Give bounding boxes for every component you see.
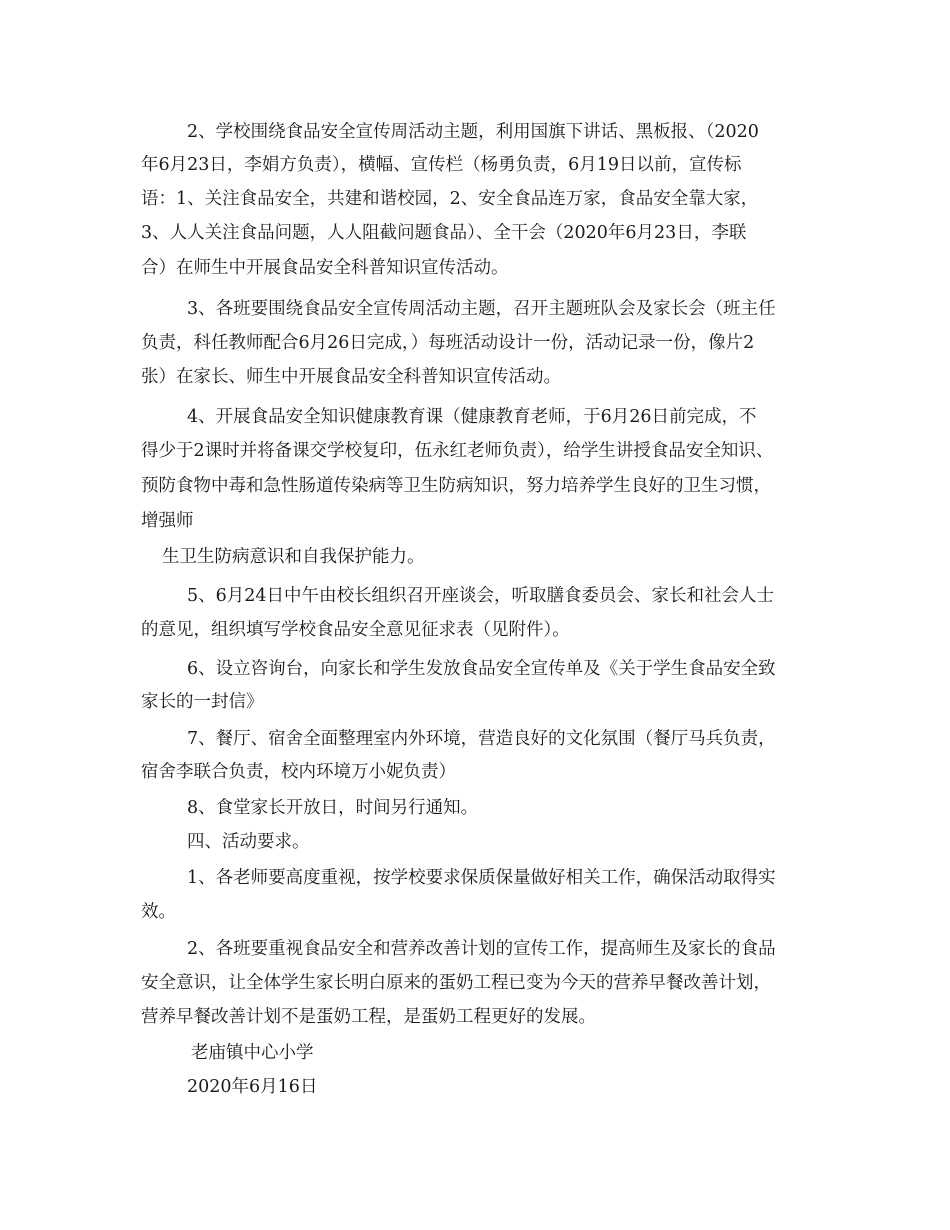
paragraph-line: 3、各班要围绕食品安全宣传周活动主题，召开主题班队会及家长会（班主任 — [187, 299, 776, 319]
paragraph-line: 2、学校围绕食品安全宣传周活动主题，利用国旗下讲话、黑板报、（2020 — [187, 122, 759, 142]
paragraph-line: 张）在家长、师生中开展食品安全科普知识宣传活动。 — [141, 367, 561, 387]
paragraph-line: 合）在师生中开展食品安全科普知识宣传活动。 — [141, 258, 509, 278]
paragraph-line: 营养早餐改善计划不是蛋奶工程，是蛋奶工程更好的发展。 — [141, 1007, 596, 1027]
section-heading: 四、活动要求。 — [187, 832, 310, 852]
paragraph-line: 4、开展食品安全知识健康教育课（健康教育老师，于6月26日前完成，不 — [187, 407, 757, 427]
paragraph-line: 家长的一封信》 — [141, 692, 264, 712]
paragraph-line: 6、设立咨询台，向家长和学生发放食品安全宣传单及《关于学生食品安全致 — [187, 659, 776, 679]
paragraph-line: 宿舍李联合负责，校内环境万小妮负责） — [141, 762, 456, 782]
paragraph-line: 语：1、关注食品安全，共建和谐校园，2、安全食品连万家，食品安全靠大家， — [141, 189, 759, 209]
paragraph-line: 生卫生防病意识和自我保护能力。 — [162, 547, 425, 567]
signature-school: 老庙镇中心小学 — [191, 1043, 314, 1063]
paragraph-line: 1、各老师要高度重视，按学校要求保质保量做好相关工作，确保活动取得实 — [187, 868, 776, 888]
paragraph-line: 2、各班要重视食品安全和营养改善计划的宣传工作，提高师生及家长的食品 — [187, 939, 776, 959]
paragraph-line: 效。 — [141, 902, 176, 922]
paragraph-line: 得少于2课时并将备课交学校复印，伍永红老师负责），给学生讲授食品安全知识、 — [141, 441, 774, 461]
paragraph-line: 8、食堂家长开放日，时间另行通知。 — [187, 798, 479, 818]
paragraph-line: 年6月23日，李娟方负责），横幅、宣传栏（杨勇负责，6月19日以前，宣传标 — [141, 155, 742, 175]
paragraph-line: 预防食物中毒和急性肠道传染病等卫生防病知识，努力培养学生良好的卫生习惯， — [141, 476, 771, 496]
paragraph-line: 的意见，组织填写学校食品安全意见征求表（见附件）。 — [141, 620, 570, 640]
paragraph-line: 7、餐厅、宿舍全面整理室内外环境，营造良好的文化氛围（餐厅马兵负责， — [187, 729, 776, 749]
paragraph-line: 安全意识，让全体学生家长明白原来的蛋奶工程已变为今天的营养早餐改善计划， — [141, 973, 771, 993]
paragraph-line: 负责，科任教师配合6月26日完成，）每班活动设计一份，活动记录一份，像片2 — [141, 333, 755, 353]
signature-date: 2020年6月16日 — [187, 1077, 318, 1097]
paragraph-line: 3、人人关注食品问题，人人阻截问题食品）、全干会（2020年6月23日，李联 — [141, 223, 747, 243]
paragraph-line: 增强师 — [141, 511, 194, 531]
paragraph-line: 5、6月24日中午由校长组织召开座谈会，听取膳食委员会、家长和社会人士 — [187, 586, 775, 606]
